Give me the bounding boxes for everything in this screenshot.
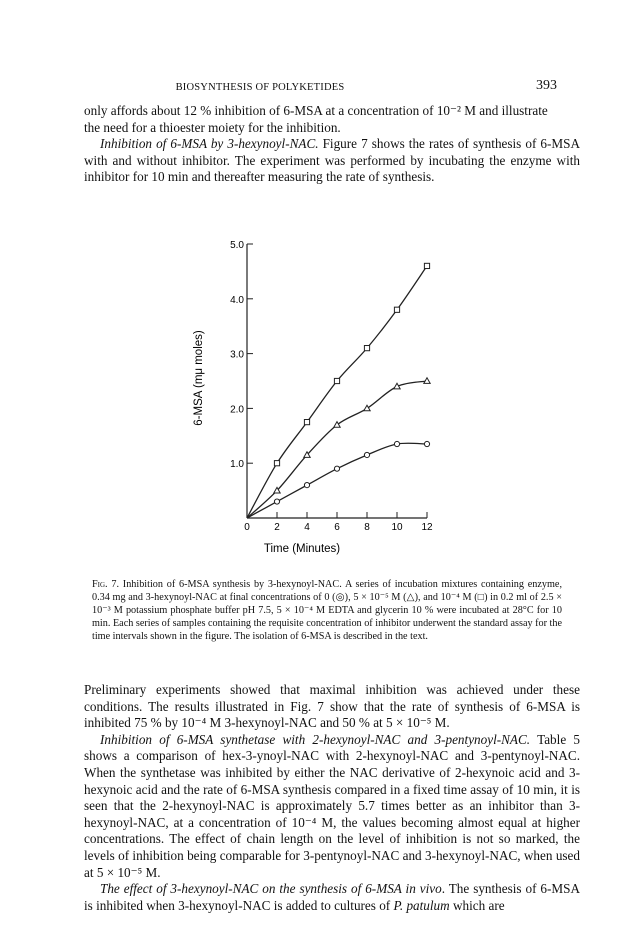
x-tick-label: 4 (304, 522, 310, 533)
caption-label: Fig. 7. (92, 579, 120, 590)
paragraph-heading: Inhibition of 6-MSA by 3-hexynoyl-NAC. (100, 136, 319, 152)
x-tick-label: 2 (274, 522, 280, 533)
y-tick-label: 1.0 (230, 459, 244, 471)
data-point-triangle (364, 405, 370, 411)
data-point-square (304, 420, 309, 425)
series-line-triangle (247, 381, 427, 518)
data-point-circle (394, 441, 399, 446)
paragraph (84, 732, 580, 881)
text-line: only affords about 12 % inhibition of 6-MSA at a concentration of 10⁻² M and illustrate (84, 103, 548, 118)
x-tick-label: 6 (334, 522, 340, 533)
x-tick-label: 12 (421, 522, 433, 533)
x-tick-label: 10 (391, 522, 403, 533)
paragraph-body: . The synthesis of 6-MSA is inhibited when 3-hexynoyl-NAC is added to cultures of (84, 881, 580, 913)
paragraph (84, 136, 580, 186)
data-point-circle (424, 441, 429, 446)
x-axis-label: Time (Minutes) (263, 543, 341, 555)
data-point-square (424, 263, 429, 268)
data-point-square (394, 307, 399, 312)
chart-series (247, 266, 427, 518)
data-point-triangle (424, 378, 430, 384)
page-header (0, 78, 644, 98)
paragraph-body: Figure 7 shows the rates of synthesis of 6-MSA with and without inhibitor. The experiment was performed by incubating the enzyme with inhibitor for 10 min and thereafter measuring the rate of synthesis. (84, 136, 580, 185)
data-point-circle (304, 483, 309, 488)
y-tick-labels (230, 240, 244, 470)
y-tick-label: 2.0 (230, 404, 244, 416)
data-point-circle (274, 499, 279, 504)
species-name: P. patulum (393, 897, 450, 913)
data-point-square (334, 378, 339, 383)
caption-text: Inhibition of 6-MSA synthesis by 3-hexynoyl-NAC. A series of incubation mixtures containing enzyme, 0.34 mg and 3-hexynoyl-NAC at final concentrations of 0 (◎), 5 × 10⁻⁵ M (△), and 10⁻⁴ M (□) in 0.2 ml of 2.5 × 10⁻³ M potassium phosphate buffer pH 7.5, 5 × 10⁻⁴ M EDTA and glycerin 10 % were incubated at 28°C for 10 min. Each series of samples containing the requisite concentration of inhibitor underwent the standard assay for the time intervals shown in the figure. The isolation of 6-MSA is described in the text. (92, 579, 562, 643)
paragraph-body: which are (449, 897, 505, 913)
y-axis-label: 6-MSA (mμ moles) (193, 330, 205, 426)
paragraph-heading: Inhibition of 6-MSA synthetase with 2-hexynoyl-NAC and 3-pentynoyl-NAC. (100, 731, 531, 747)
data-point-square (364, 346, 369, 351)
running-head: BIOSYNTHESIS OF POLYKETIDES (175, 82, 345, 93)
y-tick-label: 5.0 (230, 240, 244, 251)
in-vivo-term: in vivo (401, 881, 442, 897)
paragraph (84, 881, 580, 914)
figure-7-chart (180, 226, 480, 558)
bottom-text-block (84, 682, 580, 914)
text-line: the need for a thioester moiety for the inhibition. (84, 119, 341, 135)
top-text-block (84, 103, 580, 186)
paragraph-body: Table 5 shows a comparison of hex-3-ynoyl-NAC with 2-hexynoyl-NAC and 3-pentynoyl-NAC. When the synthetase was inhibited by either the NAC derivative of 2-hexynoic acid and 3-hexynoic acid and the rate of 6-MSA synthesis compared in a fixed time assay of 10 min, it is seen that the 2-hexynoyl-NAC is approximately 5.7 times better as an inhibitor than 3-hexynoyl-NAC, at a concentration of 10⁻⁴ M, the values becoming almost equal at higher concentrations. The effect of chain length on the level of inhibition is not so marked, the levels of inhibition being comparable for 3-pentynoyl-NAC and 3-hexynoyl-NAC, when used at 5 × 10⁻⁵ M. (84, 731, 580, 880)
paragraph: Preliminary experiments showed that maximal inhibition was achieved under these conditions. The results illustrated in Fig. 7 show that the rate of synthesis of 6-MSA is inhibited 75 % by 10⁻⁴ M 3-hexynoyl-NAC and 50 % at 5 × 10⁻⁵ M. (84, 682, 580, 731)
y-tick-label: 3.0 (230, 349, 244, 361)
figure-caption (92, 578, 562, 643)
page-number: 393 (536, 78, 557, 93)
y-tick-label: 4.0 (230, 294, 244, 306)
x-tick-label: 8 (364, 522, 370, 533)
data-point-square (274, 461, 279, 466)
x-tick-labels (244, 522, 433, 533)
series-line-square (247, 266, 427, 518)
data-point-circle (334, 466, 339, 471)
x-tick-label: 0 (244, 522, 250, 533)
data-point-circle (364, 452, 369, 457)
series-line-circle (247, 443, 427, 518)
paragraph-heading: The effect of 3-hexynoyl-NAC on the synthesis of 6-MSA (100, 881, 402, 897)
